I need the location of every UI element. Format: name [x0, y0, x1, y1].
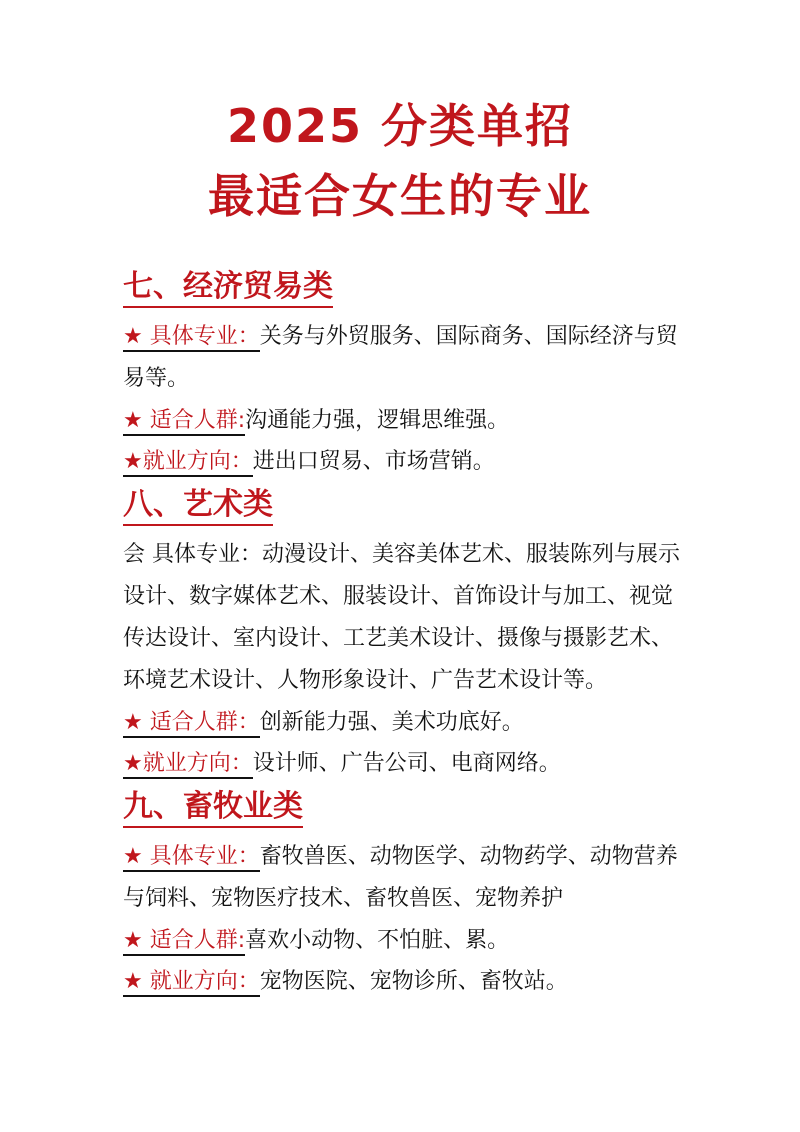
crowd-label: ★ 适合人群: — [123, 928, 245, 956]
job-label: ★ 就业方向： — [123, 969, 260, 997]
major-label: ★ 具体专业： — [123, 324, 260, 352]
content — [123, 268, 693, 1002]
job-line — [123, 961, 693, 1002]
section-art — [123, 486, 693, 784]
major-label: 会 具体专业： — [123, 542, 262, 567]
crowd-text: 沟通能力强，逻辑思维强。 — [245, 408, 510, 433]
section-animal-husbandry — [123, 788, 693, 1002]
page-title-line-1: 2025 分类单招 — [226, 99, 574, 153]
section-heading: 八、艺术类 — [123, 486, 273, 526]
job-text: 宠物医院、宠物诊所、畜牧站。 — [259, 969, 568, 994]
major-text: 动漫设计、美容美体艺术、服装陈列与展示设计、数字媒体艺术、服装设计、首饰设计与加工、视觉传达设计、室内设计、工艺美术设计、摄像与摄影艺术、环境艺术设计、人物形象设计、广告艺术设计等。 — [123, 542, 681, 693]
job-line — [123, 441, 693, 482]
crowd-line — [123, 920, 693, 961]
job-label: ★就业方向： — [123, 449, 253, 477]
major-label: ★ 具体专业： — [123, 844, 260, 872]
major-text: 关务与外贸服务、国际商务、国际经济与贸易等。 — [123, 324, 678, 391]
major-text: 畜牧兽医、动物医学、动物药学、动物营养与饲料、宠物医疗技术、畜牧兽医、宠物养护 — [123, 844, 678, 911]
crowd-label: ★ 适合人群: — [123, 408, 245, 436]
section-economy-trade — [123, 268, 693, 482]
job-text: 设计师、广告公司、电商网络。 — [252, 751, 561, 776]
crowd-text: 喜欢小动物、不怕脏、累。 — [245, 928, 510, 953]
job-line — [123, 743, 693, 784]
crowd-text: 创新能力强、美术功底好。 — [259, 710, 524, 735]
major-line — [123, 534, 693, 702]
section-heading: 九、畜牧业类 — [123, 788, 303, 828]
major-line — [123, 836, 693, 920]
crowd-line — [123, 702, 693, 743]
crowd-label: ★ 适合人群： — [123, 710, 260, 738]
section-heading: 七、经济贸易类 — [123, 268, 333, 308]
page-title-line-2: 最适合女生的专业 — [208, 169, 592, 223]
crowd-line — [123, 400, 693, 441]
job-text: 进出口贸易、市场营销。 — [252, 449, 495, 474]
major-line — [123, 316, 693, 400]
job-label: ★就业方向： — [123, 751, 253, 779]
